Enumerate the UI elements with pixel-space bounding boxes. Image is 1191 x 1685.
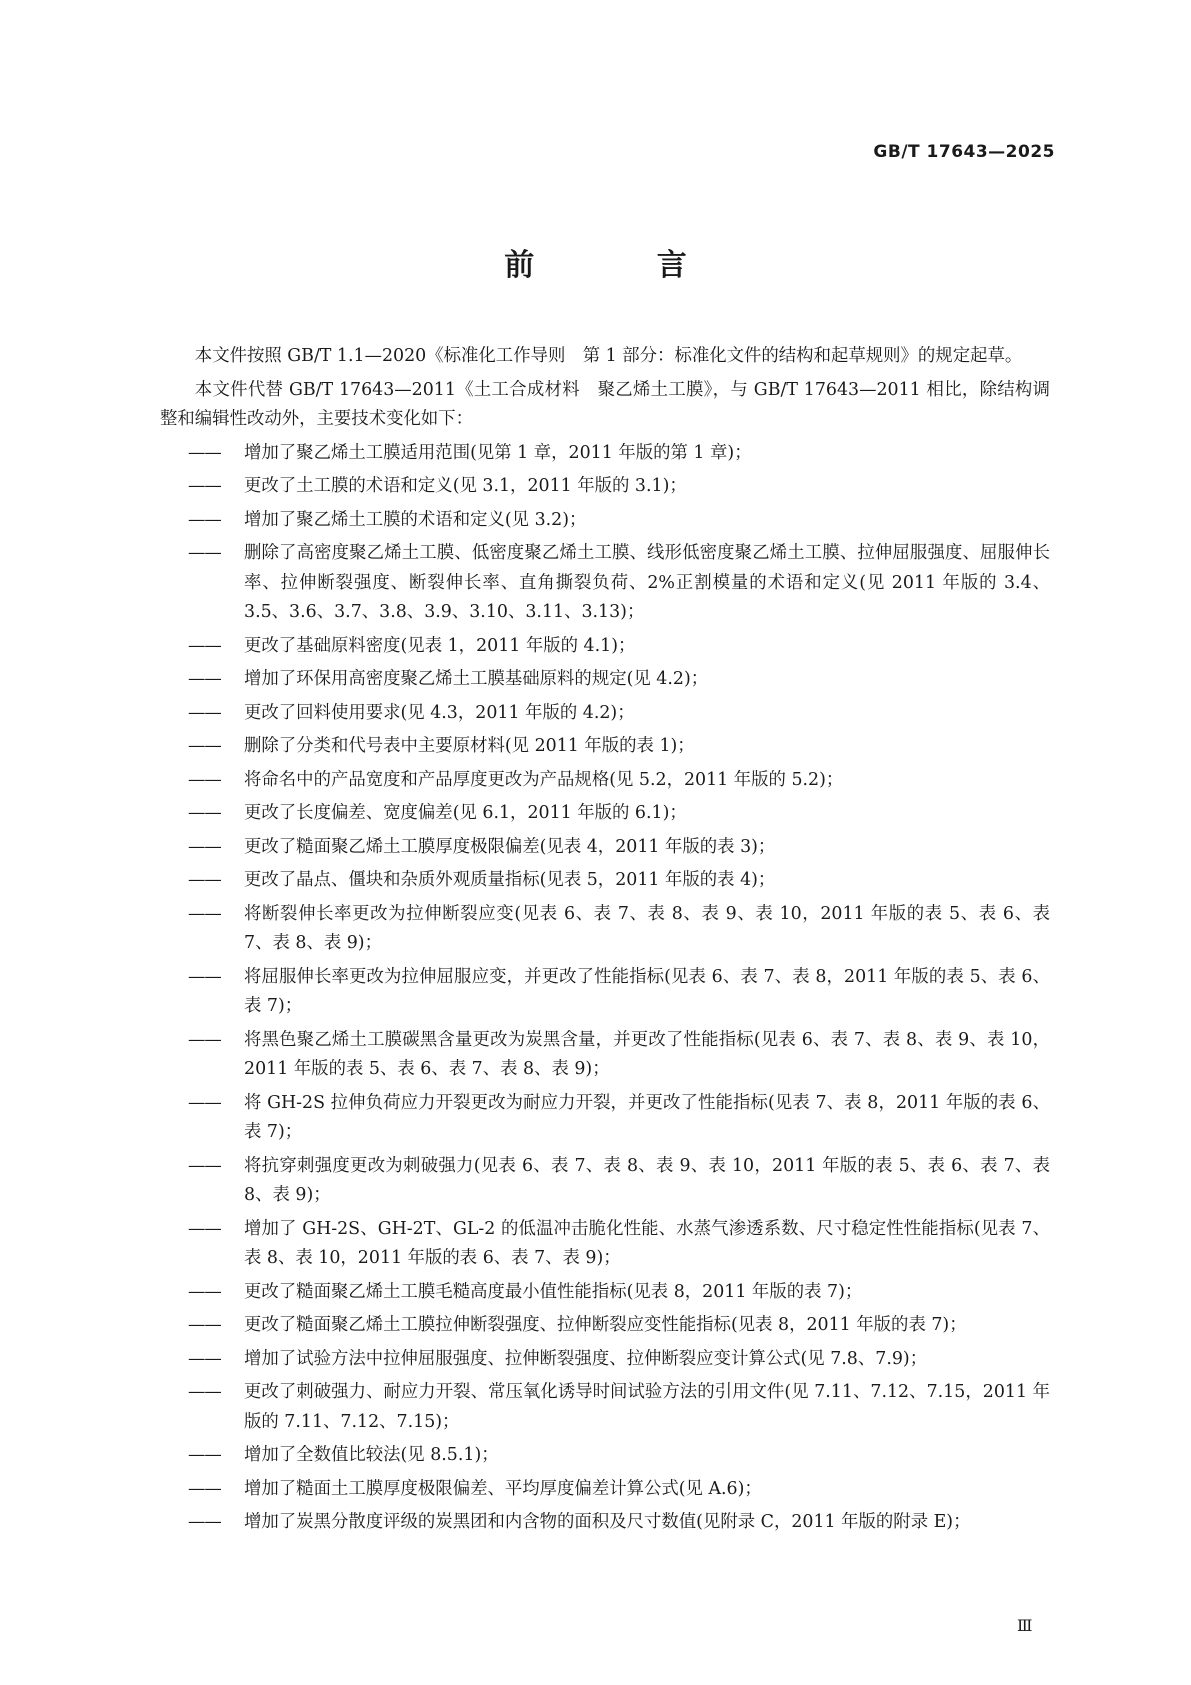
change-list-item (188, 632, 1050, 662)
change-list-item (188, 833, 1050, 863)
change-list-item (188, 1508, 1050, 1538)
list-dash: —— (188, 1155, 221, 1176)
list-dash: —— (188, 769, 221, 790)
list-dash: —— (188, 966, 221, 987)
change-list-item (188, 472, 1050, 502)
change-list-item (188, 665, 1050, 695)
change-list-item (188, 866, 1050, 896)
list-dash: —— (188, 870, 221, 890)
change-list-item (188, 1378, 1050, 1437)
change-list-item (188, 1441, 1050, 1471)
change-list-item (188, 1089, 1050, 1148)
change-list-item (188, 1475, 1050, 1505)
change-list-item (188, 900, 1050, 959)
change-list-item (188, 1152, 1050, 1211)
change-text: 增加了糙面土工膜厚度极限偏差、平均厚度偏差计算公式(见 A.6)； (244, 1478, 762, 1499)
change-text: 将抗穿刺强度更改为刺破强力(见表 6、表 7、表 8、表 9、表 10，2011 年版的表 5、表 6、表 7、表 8、表 9)； (244, 1155, 1050, 1205)
change-text: 增加了炭黑分散度评级的炭黑团和内含物的面积及尺寸数值(见附录 C，2011 年版的附录 E)； (244, 1512, 971, 1532)
change-text: 增加了聚乙烯土工膜适用范围(见第 1 章，2011 年版的第 1 章)； (244, 442, 752, 463)
list-dash: —— (188, 1218, 221, 1239)
list-dash: —— (188, 1382, 221, 1402)
change-text: 更改了糙面聚乙烯土工膜毛糙高度最小值性能指标(见表 8，2011 年版的表 7)； (244, 1281, 863, 1302)
change-text: 将断裂伸长率更改为拉伸断裂应变(见表 6、表 7、表 8、表 9、表 10，2011 年版的表 5、表 6、表 7、表 8、表 9)； (244, 903, 1050, 953)
change-text: 更改了基础原料密度(见表 1，2011 年版的 4.1)； (244, 635, 636, 656)
list-dash: —— (188, 702, 221, 723)
page-number: Ⅲ (1017, 1616, 1033, 1635)
document-code: GB/T 17643—2025 (873, 142, 1055, 162)
foreword-body (160, 342, 1050, 1542)
change-text: 更改了土工膜的术语和定义(见 3.1，2011 年版的 3.1)； (244, 476, 687, 496)
list-dash: —— (188, 1445, 221, 1465)
change-text: 增加了聚乙烯土工膜的术语和定义(见 3.2)； (244, 509, 587, 530)
list-dash: —— (188, 1281, 221, 1302)
change-list (160, 439, 1050, 1538)
list-dash: —— (188, 903, 221, 924)
list-dash: —— (188, 1029, 221, 1050)
list-dash: —— (188, 1478, 221, 1499)
change-text: 将黑色聚乙烯土工膜碳黑含量更改为炭黑含量，并更改了性能指标(见表 6、表 7、表 8、表 9、表 10，2011 年版的表 5、表 6、表 7、表 8、表 9)； (244, 1029, 1050, 1079)
change-list-item (188, 732, 1050, 762)
change-text: 增加了 GH-2S、GH-2T、GL-2 的低温冲击脆化性能、水蒸气渗透系数、尺寸稳定性性能指标(见表 7、表 8、表 10，2011 年版的表 6、表 7、表 9)； (244, 1218, 1050, 1268)
change-text: 增加了试验方法中拉伸屈服强度、拉伸断裂强度、拉伸断裂应变计算公式(见 7.8、7.9)； (244, 1348, 928, 1369)
change-list-item (188, 799, 1050, 829)
list-dash: —— (188, 476, 221, 496)
change-text: 增加了全数值比较法(见 8.5.1)； (244, 1445, 499, 1465)
list-dash: —— (188, 442, 221, 463)
list-dash: —— (188, 669, 221, 689)
change-list-item (188, 1311, 1050, 1341)
list-dash: —— (188, 1512, 221, 1532)
change-text: 更改了糙面聚乙烯土工膜厚度极限偏差(见表 4，2011 年版的表 3)； (244, 836, 776, 857)
list-dash: —— (188, 1092, 221, 1113)
list-dash: —— (188, 803, 221, 823)
intro-paragraph-1: 本文件按照 GB/T 1.1—2020《标准化工作导则 第 1 部分：标准化文件的结构和起草规则》的规定起草。 (194, 346, 1023, 366)
intro-paragraph-2: 本文件代替 GB/T 17643—2011《土工合成材料 聚乙烯土工膜》，与 GB/T 17643—2011 相比，除结构调整和编辑性改动外，主要技术变化如下： (160, 379, 1050, 429)
list-dash: —— (188, 543, 221, 563)
change-list-item (188, 1026, 1050, 1085)
change-list-item (188, 1215, 1050, 1274)
change-text: 删除了高密度聚乙烯土工膜、低密度聚乙烯土工膜、线形低密度聚乙烯土工膜、拉伸屈服强度、屈服伸长率、拉伸断裂强度、断裂伸长率、直角撕裂负荷、2%正割模量的术语和定义(见 2011 年版的 3.4、3.5、3.6、3.7、3.8、3.9、3.10、3.11、3.13)； (244, 543, 1050, 622)
change-list-item (188, 539, 1050, 628)
change-list-item (188, 439, 1050, 469)
change-list-item (188, 766, 1050, 796)
list-dash: —— (188, 1315, 221, 1335)
change-text: 将命名中的产品宽度和产品厚度更改为产品规格(见 5.2，2011 年版的 5.2)； (244, 769, 844, 790)
page-title: 前 言 (504, 248, 743, 283)
list-dash: —— (188, 509, 221, 530)
list-dash: —— (188, 836, 221, 857)
change-text: 更改了刺破强力、耐应力开裂、常压氧化诱导时间试验方法的引用文件(见 7.11、7.12、7.15，2011 年版的 7.11、7.12、7.15)； (244, 1382, 1050, 1432)
change-list-item (188, 699, 1050, 729)
list-dash: —— (188, 635, 221, 656)
change-text: 删除了分类和代号表中主要原材料(见 2011 年版的表 1)； (244, 736, 695, 756)
change-list-item (188, 506, 1050, 536)
change-list-item (188, 1345, 1050, 1375)
change-text: 更改了糙面聚乙烯土工膜拉伸断裂强度、拉伸断裂应变性能指标(见表 8，2011 年版的表 7)； (244, 1315, 967, 1335)
list-dash: —— (188, 1348, 221, 1369)
list-dash: —— (188, 736, 221, 756)
change-text: 更改了长度偏差、宽度偏差(见 6.1，2011 年版的 6.1)； (244, 803, 687, 823)
change-text: 将屈服伸长率更改为拉伸屈服应变，并更改了性能指标(见表 6、表 7、表 8，2011 年版的表 5、表 6、表 7)； (244, 966, 1050, 1016)
change-text: 增加了环保用高密度聚乙烯土工膜基础原料的规定(见 4.2)； (244, 669, 709, 689)
change-text: 将 GH-2S 拉伸负荷应力开裂更改为耐应力开裂，并更改了性能指标(见表 7、表 8，2011 年版的表 6、表 7)； (244, 1092, 1050, 1142)
change-list-item (188, 963, 1050, 1022)
change-text: 更改了回料使用要求(见 4.3，2011 年版的 4.2)； (244, 702, 635, 723)
change-text: 更改了晶点、僵块和杂质外观质量指标(见表 5，2011 年版的表 4)； (244, 870, 776, 890)
change-list-item (188, 1278, 1050, 1308)
